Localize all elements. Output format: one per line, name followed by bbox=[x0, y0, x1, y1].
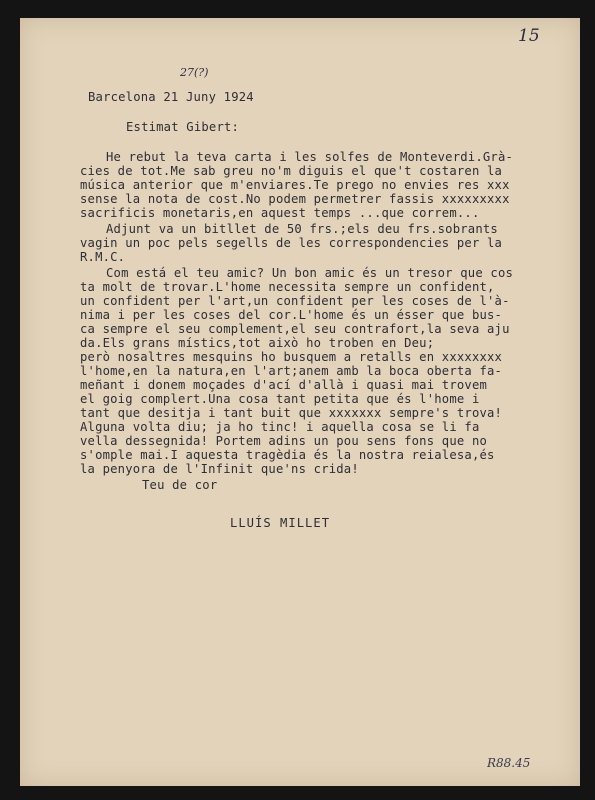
body-line: però nosaltres mesquins ho busquem a retalls en xxxxxxxx bbox=[80, 350, 503, 364]
body-line: el goig complert.Una cosa tant petita que és l'home i bbox=[80, 392, 480, 406]
letter-page bbox=[20, 18, 580, 786]
body-line: He rebut la teva carta i les solfes de Monteverdi.Grà- bbox=[106, 150, 514, 164]
page-number: 15 bbox=[518, 26, 540, 46]
body-line: meñant i donem moçades d'ací d'allà i quasi mai trovem bbox=[80, 378, 488, 392]
body-line: ta molt de trovar.L'home necessita sempre un confident, bbox=[80, 280, 495, 294]
salutation: Estimat Gibert: bbox=[126, 120, 240, 134]
body-line: cies de tot.Me sab greu no'm diguis el que't costaren la bbox=[80, 164, 503, 178]
typed-letter bbox=[20, 18, 580, 786]
body-line: vella dessegnida! Portem adins un pou sens fons que no bbox=[80, 434, 488, 448]
body-line: la penyora de l'Infinit que'ns crida! bbox=[80, 462, 359, 476]
closing: Teu de cor bbox=[142, 478, 218, 492]
signature: LLUÍS MILLET bbox=[230, 516, 331, 530]
body-line: tant que desitja i tant buit que xxxxxxx sempre's trova! bbox=[80, 406, 503, 420]
body-line: Alguna volta diu; ja ho tinc! i aquella cosa se li fa bbox=[80, 420, 480, 434]
body-line: Com está el teu amic? Un bon amic és un tresor que cos bbox=[106, 266, 514, 280]
body-line: da.Els grans místics,tot això ho troben en Deu; bbox=[80, 336, 435, 350]
body-line: R.M.C. bbox=[80, 250, 126, 264]
body-line: l'home,en la natura,en l'art;anem amb la boca oberta fa- bbox=[80, 364, 503, 378]
body-line: s'omple mai.I aquesta tragèdia és la nostra reialesa,és bbox=[80, 448, 495, 462]
handwritten-date-mark: 27(?) bbox=[180, 66, 209, 79]
body-line: sacrificis monetaris,en aquest temps ...que correm... bbox=[80, 206, 480, 220]
body-line: Adjunt va un bitllet de 50 frs.;els deu frs.sobrants bbox=[106, 222, 498, 236]
body-line: sense la nota de cost.No podem permetrer fassis xxxxxxxxx bbox=[80, 192, 510, 206]
body-line: nima i per les coses del cor.L'home és un ésser que bus- bbox=[80, 308, 503, 322]
dateline: Barcelona 21 Juny 1924 bbox=[88, 90, 254, 104]
body-line: un confident per l'art,un confident per les coses de l'à- bbox=[80, 294, 510, 308]
body-line: ca sempre el seu complement,el seu contrafort,la seva aju bbox=[80, 322, 510, 336]
body-line: música anterior que m'enviares.Te prego no envies res xxx bbox=[80, 178, 510, 192]
body-line: vagin un poc pels segells de les correspondencies per la bbox=[80, 236, 503, 250]
archive-reference: R88.45 bbox=[487, 756, 531, 770]
